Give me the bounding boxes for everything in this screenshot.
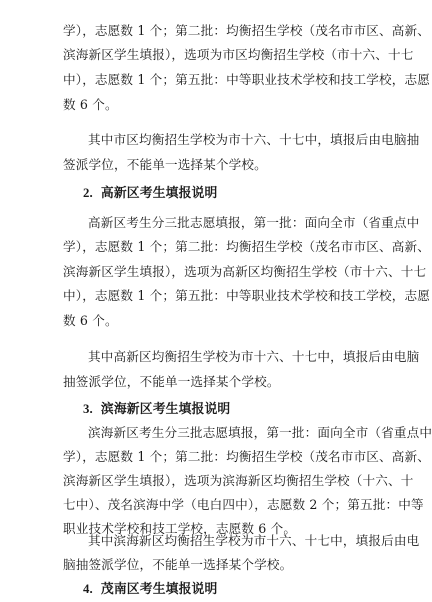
paragraph-line: 滨海新区学生填报），选项为市区均衡招生学校（市十六、十七 [63,47,414,62]
paragraph-line: 中），志愿数 1 个；第五批：中等职业技术学校和技工学校，志愿 [63,288,430,303]
paragraph-line: 职业技术学校和技工学校，志愿数 6 个。 [63,521,297,536]
paragraph-line: 中），志愿数 1 个；第五批：中等职业技术学校和技工学校，志愿 [63,72,430,87]
paragraph-line: 其中市区均衡招生学校为市十六、十七中，填报后由电脑抽 [88,132,420,147]
paragraph-line: 数 6 个。 [63,97,118,112]
paragraph-line: 滨海新区学生填报），选项为滨海新区均衡招生学校（十六、十 [63,473,414,488]
paragraph-line: 数 6 个。 [63,313,118,328]
section-title: 茂南区考生填报说明 [100,582,218,597]
paragraph-line: 其中高新区均衡招生学校为市十六、十七中，填报后由电脑 [88,349,420,364]
section-heading [83,182,386,204]
paragraph-line: 签派学位，不能单一选择某个学校。 [63,157,267,172]
section-heading [83,578,386,600]
paragraph-line: 其中滨海新区均衡招生学校为市十六、十七中，填报后由电 [88,533,420,548]
paragraph-line: 高新区考生分三批志愿填报，第一批：面向全市（省重点中 [88,215,420,230]
paragraph-line: 滨海新区考生分三批志愿填报，第一批：面向全市（省重点中 [88,425,432,440]
paragraph-line: 学），志愿数 1 个；第二批：均衡招生学校（茂名市市区、高新、 [63,449,430,464]
section-number: 3. [83,402,93,416]
section-number: 4. [83,582,93,596]
section-title: 滨海新区考生填报说明 [100,402,231,417]
section-heading [83,398,386,420]
paragraph-line: 学），志愿数 1 个；第二批：均衡招生学校（茂名市市区、高新、 [63,23,430,38]
section-number: 2. [83,186,93,200]
paragraph-line: 脑抽签派学位，不能单一选择某个学校。 [63,557,293,572]
paragraph-line: 抽签派学位，不能单一选择某个学校。 [63,374,280,389]
paragraph-line: 学），志愿数 1 个；第二批：均衡招生学校（茂名市市区、高新、 [63,239,430,254]
paragraph-line: 滨海新区学生填报），选项为高新区均衡招生学校（市十六、十七 [63,264,427,279]
paragraph-line: 七中）、茂名滨海中学（电白四中），志愿数 2 个；第五批：中等 [63,497,424,512]
section-title: 高新区考生填报说明 [100,186,218,201]
